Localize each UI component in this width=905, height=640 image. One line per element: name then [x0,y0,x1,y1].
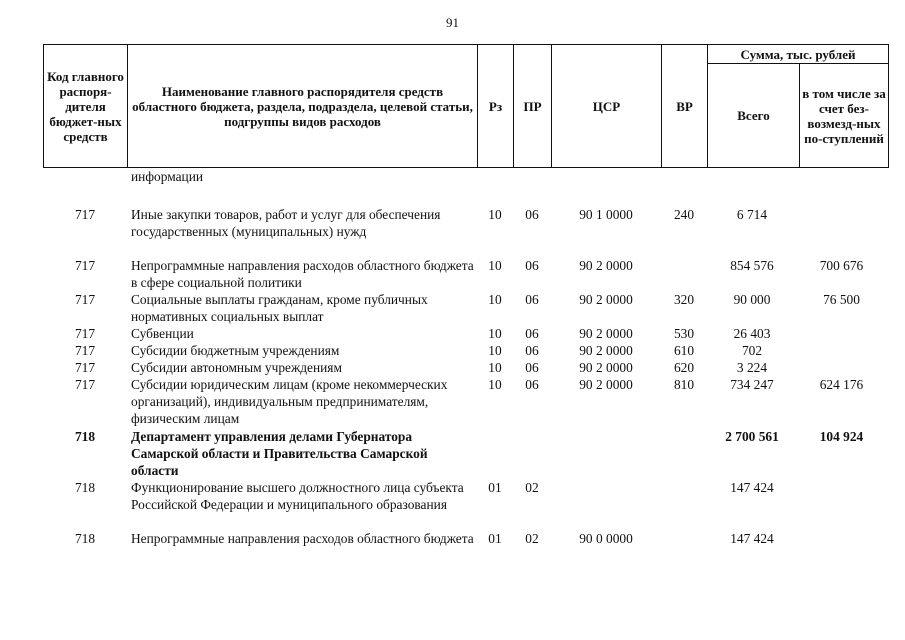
cell-pr: 02 [525,480,539,495]
cell-vr: 610 [673,343,695,358]
cell-csr [551,479,661,513]
cell-free [797,342,886,359]
cell-code [43,168,127,185]
cell-vr [661,168,707,185]
header-pr: ПР [514,45,552,168]
cell-pr: 06 [525,326,539,341]
cell-pr: 06 [525,292,539,307]
cell-csr: 90 2 0000 [579,360,633,375]
cell-pr: 06 [525,207,539,222]
cell-free: 76 500 [823,292,860,307]
page-number: 91 [446,15,459,30]
cell-name: Субсидии автономным учреждениям [131,360,342,375]
cell-free [797,206,886,240]
cell-csr [551,168,661,185]
cell-vr: 320 [673,292,695,307]
cell-rz: 10 [488,377,502,392]
table-row [43,168,886,185]
header-code: Код главного распоря-дителя бюджет-ных средств [44,45,128,168]
cell-total [707,168,797,185]
cell-free [797,530,886,547]
cell-code: 717 [74,326,96,341]
cell-free: 700 676 [819,258,864,273]
cell-code: 717 [74,292,96,307]
cell-name: информации [131,169,204,184]
header-csr: ЦСР [552,45,662,168]
cell-total: 90 000 [733,292,771,307]
cell-vr [661,530,707,547]
cell-csr [551,428,661,479]
cell-code: 717 [74,258,96,273]
cell-pr: 02 [525,531,539,546]
cell-name: Субсидии юридическим лицам (кроме некоммерческих организаций), индивидуальным предпринимателям, физическим лицам [131,377,448,426]
cell-code: 718 [74,531,96,546]
cell-name: Функционирование высшего должностного лица субъекта Российской Федерации и муниципального образования [131,480,464,512]
cell-rz: 10 [488,360,502,375]
cell-free [797,479,886,513]
cell-total: 6 714 [736,207,768,222]
table-row [43,428,886,479]
header-total: Всего [708,64,800,168]
cell-rz [477,168,513,185]
cell-rz: 10 [488,258,502,273]
table-row [43,479,886,513]
cell-code: 717 [74,360,96,375]
cell-pr: 06 [525,258,539,273]
cell-total: 734 247 [730,377,774,392]
cell-vr [661,428,707,479]
cell-free [797,325,886,342]
cell-total: 2 700 561 [725,429,779,444]
cell-rz: 10 [488,326,502,341]
cell-csr: 90 2 0000 [579,258,633,273]
cell-csr: 90 2 0000 [579,326,633,341]
cell-free [797,168,886,185]
cell-code: 717 [74,207,96,222]
cell-rz: 10 [488,292,502,307]
cell-vr: 620 [673,360,695,375]
cell-pr: 06 [525,360,539,375]
cell-rz: 10 [488,343,502,358]
cell-code: 717 [74,343,96,358]
cell-rz: 01 [488,531,502,546]
cell-pr [513,428,551,479]
header-name: Наименование главного распорядителя средств областного бюджета, раздела, подраздела, целевой статьи, подгруппы видов расходов [128,45,478,168]
cell-csr: 90 2 0000 [579,292,633,307]
cell-name: Субвенции [131,326,194,341]
cell-name: Социальные выплаты гражданам, кроме публичных нормативных социальных выплат [131,292,428,324]
cell-code: 718 [74,480,96,495]
cell-total: 147 424 [730,531,774,546]
header-vr: ВР [662,45,708,168]
table-row [43,206,886,240]
cell-free [797,359,886,376]
cell-vr: 810 [673,377,695,392]
cell-total: 3 224 [736,360,768,375]
table-row [43,359,886,376]
cell-pr [513,168,551,185]
table-row [43,376,886,427]
table-row [43,325,886,342]
cell-code: 717 [74,377,96,392]
table-row [43,257,886,291]
table-row [43,291,886,325]
cell-total: 147 424 [730,480,774,495]
cell-csr: 90 2 0000 [579,343,633,358]
cell-name: Непрограммные направления расходов областного бюджета в сфере социальной политики [131,258,474,290]
cell-csr: 90 0 0000 [579,531,633,546]
cell-name: Иные закупки товаров, работ и услуг для обеспечения государственных (муниципальных) нужд [131,207,441,239]
cell-code: 718 [74,429,96,444]
header-free: в том числе за счет без-возмезд-ных по-ступлений [800,64,889,168]
cell-total: 702 [741,343,763,358]
cell-free: 624 176 [819,377,864,392]
table-row [43,342,886,359]
table-header [43,44,889,168]
cell-name: Непрограммные направления расходов областного бюджета [131,531,474,546]
cell-rz: 10 [488,207,502,222]
header-sum: Сумма, тыс. рублей [708,45,889,64]
cell-vr [661,257,707,291]
cell-free: 104 924 [819,429,864,444]
cell-name: Департамент управления делами Губернатора Самарской области и Правительства Самарской области [131,429,428,478]
cell-vr [661,479,707,513]
cell-total: 26 403 [733,326,771,341]
cell-csr: 90 1 0000 [579,207,633,222]
cell-vr: 530 [673,326,695,341]
cell-pr: 06 [525,377,539,392]
cell-vr: 240 [673,207,695,222]
cell-pr: 06 [525,343,539,358]
header-rz: Рз [478,45,514,168]
cell-csr: 90 2 0000 [579,377,633,392]
cell-total: 854 576 [730,258,774,273]
table-row [43,530,886,547]
cell-name: Субсидии бюджетным учреждениям [131,343,340,358]
cell-rz [477,428,513,479]
cell-rz: 01 [488,480,502,495]
